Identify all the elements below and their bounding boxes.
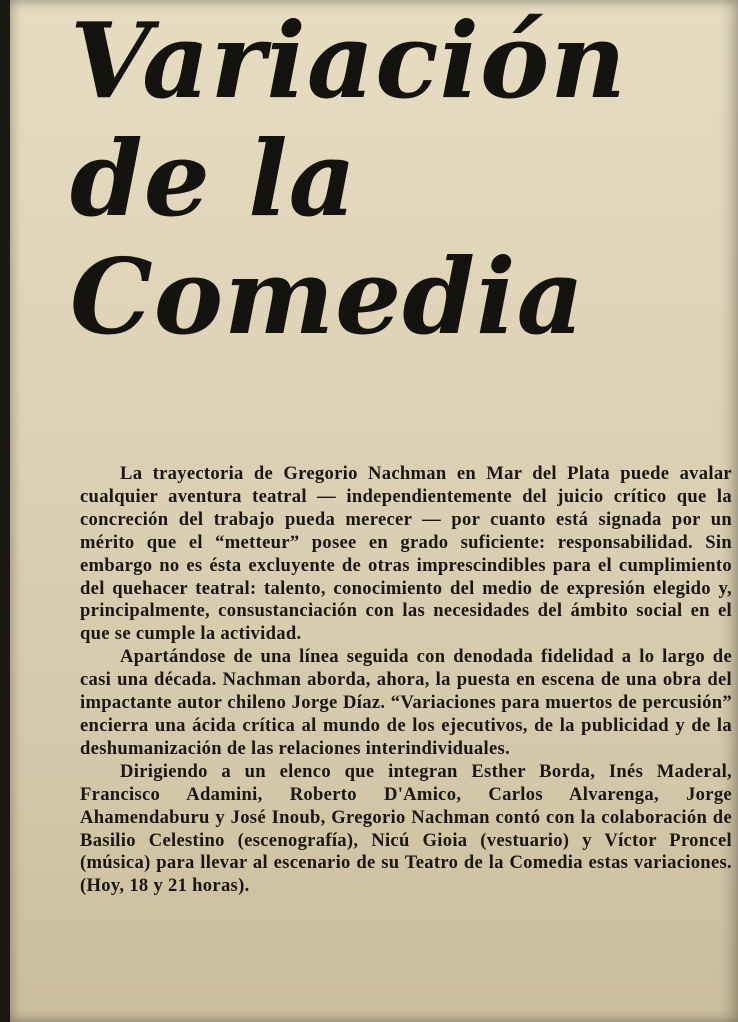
headline-line: Comedia bbox=[70, 235, 585, 358]
article-body bbox=[80, 463, 732, 898]
headline-line: Variación bbox=[70, 0, 628, 122]
headline-line: de la bbox=[70, 117, 357, 240]
paragraph: La trayectoria de Gregorio Nachman en Mar del Plata puede avalar cualquier aventura teatral — independientemente del juicio crítico que la concreción del trabajo pueda merecer — por cuanto está signada por un mérito que el “metteur” posee en grado suficiente: responsabilidad. Sin embargo no es ésta excluyente de otras imprescindibles para el cumplimiento del quehacer teatral: talento, conocimiento del medio de expresión elegido y, principalmente, consustanciación con las necesidades del ámbito social en el que se cumple la actividad. bbox=[80, 463, 732, 645]
paragraph: Dirigiendo a un elenco que integran Esther Borda, Inés Maderal, Francisco Adamini, Roberto D'Amico, Carlos Alvarenga, Jorge Ahamendaburu y José Inoub, Gregorio Nachman contó con la colaboración de Basilio Celestino (escenografía), Nicú Gioia (vestuario) y Víctor Proncel (música) para llevar al escenario de su Teatro de la Comedia estas variaciones. (Hoy, 18 y 21 horas). bbox=[80, 760, 732, 897]
paragraph: Apartándose de una línea seguida con denodada fidelidad a lo largo de casi una década. Nachman aborda, ahora, la puesta en escena de una obra del impactante autor chileno Jorge Díaz. “Variaciones para muertos de percusión” encierra una ácida crítica al mundo de los ejecutivos, de la publicidad y de la deshumanización de las relaciones interindividuales. bbox=[80, 646, 732, 759]
headline bbox=[70, 2, 710, 356]
